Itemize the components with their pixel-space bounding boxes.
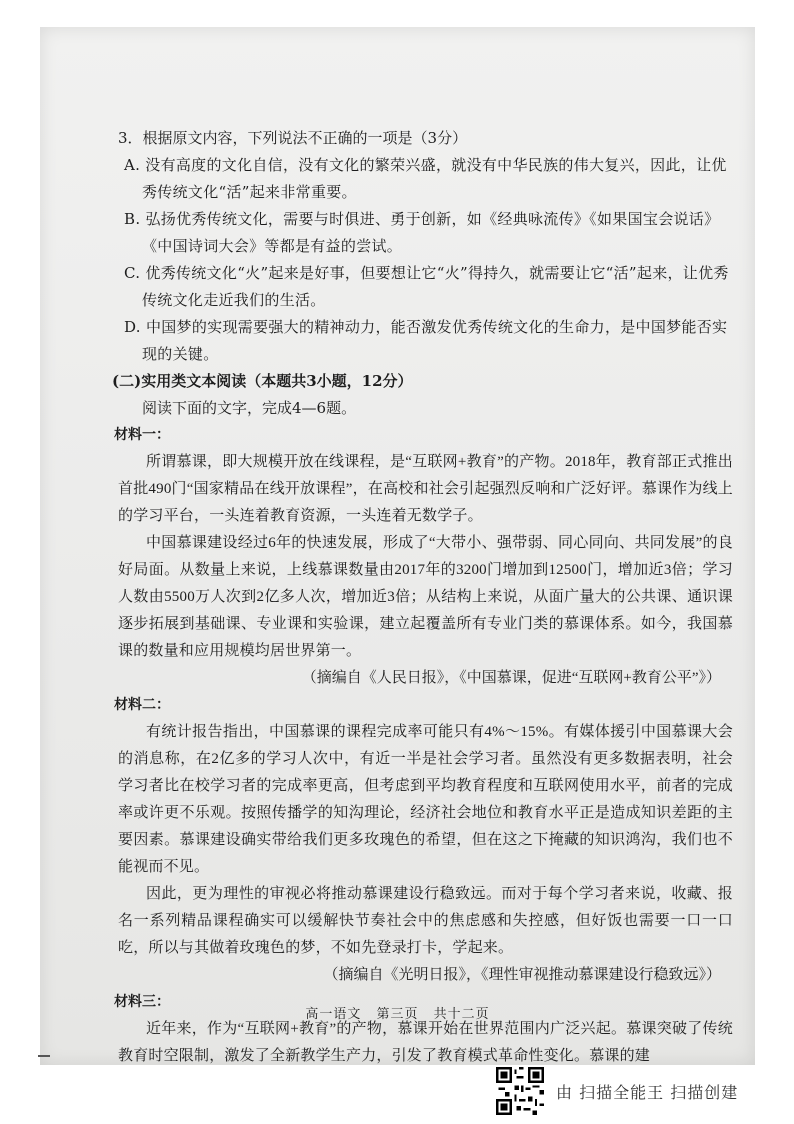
exam-page bbox=[40, 27, 755, 1065]
option-a bbox=[118, 152, 733, 206]
section-heading: (二)实用类文本阅读（本题共3小题，12分） bbox=[112, 372, 413, 390]
option-b-letter: B. bbox=[124, 210, 141, 228]
option-b-text: 弘扬优秀传统文化，需要与时俱进、勇于创新，如《经典咏流传》《如果国宝会说话》《中国诗词大会》等都是有益的尝试。 bbox=[142, 210, 720, 255]
scanner-watermark bbox=[496, 1066, 786, 1116]
material-1-source: （摘编自《人民日报》，《中国慕课，促进“互联网+教育公平”》） bbox=[301, 670, 721, 686]
option-c-letter: C. bbox=[124, 264, 141, 282]
material-3-title: 材料三： bbox=[114, 994, 170, 1010]
footer-page: 第三页 bbox=[376, 1007, 419, 1022]
footer-total: 共十二页 bbox=[433, 1007, 490, 1022]
option-d bbox=[118, 314, 733, 368]
scanner-stamp-text bbox=[556, 1080, 738, 1103]
material-1-paragraph: 中国慕课建设经过6年的快速发展，形成了“大带小、强带弱、同心同向、共同发展”的良好局面。从数量上来说，上线慕课数量由2017年的3200门增加到12500门，增加近3倍；学习人数由5500万人次到2亿多人次，增加近3倍；从结构上来说，从面广量大的公共课、通识课逐步拓展到基础课、专业课和实验课，建立起覆盖所有专业门类的慕课体系。如今，我国慕课的数量和应用规模均居世界第一。 bbox=[118, 535, 733, 659]
section-instruction: 阅读下面的文字，完成4—6题。 bbox=[142, 399, 357, 417]
material-1-paragraph: 所谓慕课，即大规模开放在线课程，是“互联网+教育”的产物。2018年，教育部正式推出首批490门“国家精品在线开放课程”，在高校和社会引起强烈反响和广泛好评。慕课作为线上的学习平台，一头连着教育资源，一头连着无数学子。 bbox=[118, 454, 733, 524]
option-d-letter: D. bbox=[124, 318, 141, 336]
material-2-paragraph: 有统计报告指出，中国慕课的课程完成率可能只有4%～15%。有媒体援引中国慕课大会的消息称，在2亿多的学习人次中，有近一半是社会学习者。虽然没有更多数据表明，社会学习者比在校学习者的完成率更高，但考虑到平均教育程度和互联网使用水平，前者的完成率或许更不乐观。按照传播学的知沟理论，经济社会地位和教育水平正是造成知识差距的主要因素。慕课建设确实带给我们更多玫瑰色的希望，但在这之下掩藏的知识鸿沟，我们也不能视而不见。 bbox=[118, 724, 733, 875]
option-b bbox=[118, 206, 733, 260]
material-2-title: 材料二： bbox=[114, 697, 170, 713]
option-d-text: 中国梦的实现需要强大的精神动力，能否激发优秀传统文化的生命力，是中国梦能否实现的关键。 bbox=[142, 318, 728, 363]
material-3-paragraph: 近年来，作为“互联网+教育”的产物，慕课开始在世界范围内广泛兴起。慕课突破了传统教育时空限制，激发了全新教学生产力，引发了教育模式革命性变化。慕课的建 bbox=[118, 1021, 733, 1064]
material-1-title: 材料一： bbox=[114, 427, 170, 443]
qr-code-icon bbox=[496, 1067, 544, 1115]
page-footer bbox=[40, 1003, 755, 1022]
stamp-app-name: 扫描全能王 bbox=[579, 1082, 665, 1102]
material-2-paragraph: 因此，更为理性的审视必将推动慕课建设行稳致远。而对于每个学习者来说，收藏、报名一系列精品课程确实可以缓解快节奏社会中的焦虑感和失控感，但好饭也需要一口一口吃，所以与其做着玫瑰色的梦，不如先登录打卡，学起来。 bbox=[118, 886, 733, 956]
option-c bbox=[118, 260, 733, 314]
option-a-text: 没有高度的文化自信，没有文化的繁荣兴盛，就没有中华民族的伟大复兴，因此，让优秀传统文化“活”起来非常重要。 bbox=[142, 156, 727, 201]
question-3-stem: 3．根据原文内容，下列说法不正确的一项是（3分） bbox=[118, 129, 468, 147]
stamp-suffix: 扫描创建 bbox=[670, 1082, 739, 1102]
option-c-text: 优秀传统文化“火”起来是好事，但要想让它“火”得持久，就需要让它“活”起来，让优秀传统文化走近我们的生活。 bbox=[142, 264, 729, 309]
scan-edge-mark bbox=[38, 1055, 50, 1057]
page-content bbox=[112, 125, 733, 1065]
stamp-prefix: 由 bbox=[556, 1082, 574, 1102]
material-2-source: （摘编自《光明日报》，《理性审视推动慕课建设行稳致远》） bbox=[323, 967, 721, 983]
footer-subject: 高一语文 bbox=[305, 1007, 362, 1022]
option-a-letter: A. bbox=[124, 156, 141, 174]
